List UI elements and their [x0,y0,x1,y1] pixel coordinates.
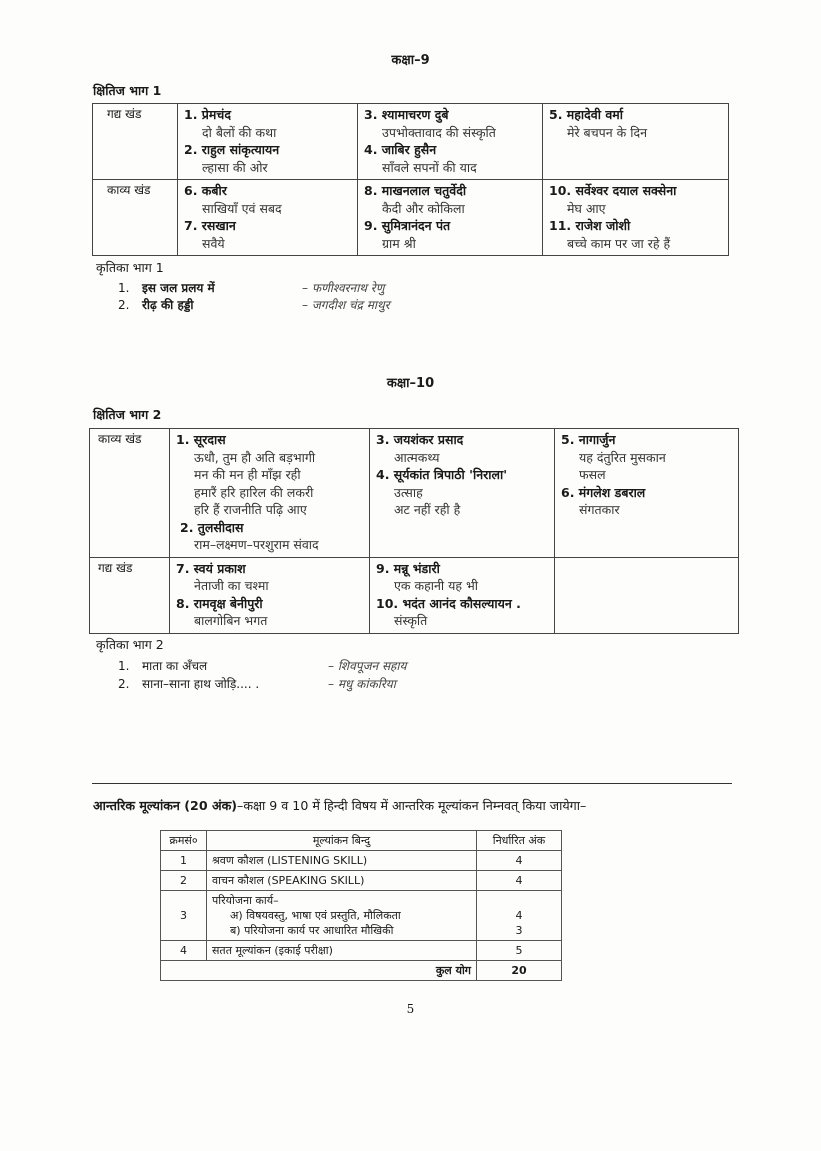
work-title: ग्राम श्री [382,235,416,251]
work-title: ल्हासा की ओर [202,159,268,175]
author: 10. भदंत आनंद कौसल्यायन . [376,595,521,611]
author: 2. राहुल सांकृत्यायन [184,142,280,157]
marks-table [160,830,562,981]
table-row [93,104,729,180]
table-row [90,429,739,558]
author: 1. प्रेमचंद [184,107,231,122]
kavya-label: काव्य खंड [93,180,178,256]
table-cell [370,429,555,558]
column-header: मूल्यांकन बिन्दु [207,831,477,851]
author: 8. माखनलाल चतुर्वेदी [364,183,467,198]
marks-cell: 5 [477,941,562,961]
table-cell [370,557,555,633]
table-cell [555,429,739,558]
author: – शिवपूजन सहाय [328,659,407,673]
work-title: साखियाँ एवं सबद [202,200,282,216]
sno-cell: 3 [161,891,207,941]
marks-cell [477,891,562,941]
table-row [90,557,739,633]
author: 8. रामवृक्ष बेनीपुरी [176,595,263,611]
point-cell: वाचन कौशल (SPEAKING SKILL) [207,871,477,891]
list-item [118,296,390,313]
author: 3. श्यामाचरण दुबे [364,107,449,122]
poem-line: मन की मन ही माँझ रही [194,467,301,482]
work-title: अट नहीं रही है [394,502,461,517]
class10-title: कक्षा–10 [386,376,435,391]
table-row [161,851,562,871]
work-title: माता का अँचल [142,659,208,673]
poem-line: हरि हैं राजनीति पढ़ि आए [194,502,307,517]
poem-line: ऊधौ, तुम हौ अति बड़भागी [194,449,316,465]
table-cell [358,180,543,256]
table-header-row [161,831,562,851]
work-title: नेताजी का चश्मा [194,578,269,593]
author: 1. सूरदास [176,432,226,447]
item-number: 2. [118,677,130,691]
marks-value: 3 [515,924,523,937]
author: 11. राजेश जोशी [549,218,631,233]
point-cell: श्रवण कौशल (LISTENING SKILL) [207,851,477,871]
author: – जगदीश चंद्र माथुर [302,298,390,312]
author: 7. स्वयं प्रकाश [176,560,246,576]
point-text: परियोजना कार्य– [212,894,279,907]
author: 10. सर्वेश्वर दयाल सक्सेना [549,183,677,198]
class9-syllabus-table [92,103,729,256]
gadya-label: गद्य खंड [90,557,170,633]
table-cell [543,104,729,180]
work-title: बालगोबिन भगत [194,613,268,628]
sno-cell: 1 [161,851,207,871]
table-cell [543,180,729,256]
list-item [118,675,396,692]
class10-kritika-heading: कृतिका भाग 2 [96,637,164,652]
work-title: कैदी और कोकिला [382,200,465,216]
column-header: निर्धारित अंक [477,831,562,851]
kavya-label: काव्य खंड [90,429,170,558]
author: – मधु कांकरिया [328,677,396,691]
sno-cell: 4 [161,941,207,961]
work-title: फसल [579,467,606,482]
marks-value: 4 [515,909,523,922]
table-cell [178,104,358,180]
assessment-heading-bold: आन्तरिक मूल्यांकन (20 अंक) [93,798,238,813]
item-number: 1. [118,659,130,673]
work-title: साना–साना हाथ जोड़ि.... . [142,677,260,691]
marks-cell: 4 [477,871,562,891]
class10-syllabus-table [89,428,739,634]
work-title: संस्कृति [394,613,428,628]
work-title: रीढ़ की हड्डी [142,298,194,312]
point-cell [207,891,477,941]
author: 6. मंगलेश डबराल [561,484,646,500]
item-number: 2. [118,298,130,312]
poem-line: हमारैं हरि हारिल की लकरी [194,484,314,500]
author: 7. रसखान [184,218,236,233]
author: 4. सूर्यकांत त्रिपाठी 'निराला' [376,467,508,482]
author: – फणीश्वरनाथ रेणु [302,281,385,295]
work-title: साँवले सपनों की याद [382,159,477,175]
page-number: 5 [406,1002,415,1016]
gadya-label: गद्य खंड [93,104,178,180]
author: 5. नागार्जुन [561,432,616,447]
author: 4. जाबिर हुसैन [364,142,437,157]
author: 9. मन्नू भंडारी [376,560,440,576]
author: 9. सुमित्रानंदन पंत [364,218,451,233]
divider [92,783,732,784]
class9-kritika-heading: कृतिका भाग 1 [96,260,164,275]
assessment-heading-text: –कक्षा 9 व 10 में हिन्दी विषय में आन्तरिक मूल्यांकन निम्नवत् किया जायेगा– [237,798,587,813]
sub-point: अ) विषयवस्तु, भाषा एवं प्रस्तुति, मौलिकता [230,909,401,922]
class9-kshitij-heading: क्षितिज भाग 1 [93,83,162,98]
work-title: संगतकार [579,502,620,517]
sno-cell: 2 [161,871,207,891]
work-title: दो बैलों की कथा [202,124,277,140]
work-title: बच्चे काम पर जा रहे हैं [567,235,671,251]
work-title: मेघ आए [567,200,606,216]
work-title: यह दंतुरित मुसकान [579,449,666,465]
table-row [93,180,729,256]
table-cell [555,557,739,633]
author: 2. तुलसीदास [180,519,244,535]
item-number: 1. [118,281,130,295]
table-row [161,871,562,891]
author: 5. महादेवी वर्मा [549,107,623,122]
sub-point: ब) परियोजना कार्य पर आधारित मौखिकी [230,924,394,937]
work-title: एक कहानी यह भी [394,578,478,593]
author: 6. कबीर [184,183,227,198]
column-header: क्रमसं० [161,831,207,851]
work-title: इस जल प्रलय में [142,281,215,295]
table-cell [170,429,370,558]
point-cell: सतत मूल्यांकन (इकाई परीक्षा) [207,941,477,961]
table-row [161,941,562,961]
assessment-heading [93,797,586,814]
work-title: सवैये [202,235,225,251]
total-label: कुल योग [207,961,477,981]
table-cell [170,557,370,633]
class9-title: कक्षा–9 [391,53,430,68]
author: 3. जयशंकर प्रसाद [376,432,464,447]
list-item [118,657,407,674]
work-title: राम–लक्ष्मण–परशुराम संवाद [194,537,319,552]
marks-cell: 4 [477,851,562,871]
table-row [161,891,562,941]
work-title: उत्साह [394,484,423,500]
work-title: आत्मकथ्य [394,449,440,465]
total-value: 20 [477,961,562,981]
total-row [161,961,562,981]
work-title: मेरे बचपन के दिन [567,124,648,140]
list-item [118,279,384,296]
class10-kshitij-heading: क्षितिज भाग 2 [93,407,162,422]
work-title: उपभोक्तावाद की संस्कृति [382,124,496,140]
table-cell [358,104,543,180]
table-cell [178,180,358,256]
